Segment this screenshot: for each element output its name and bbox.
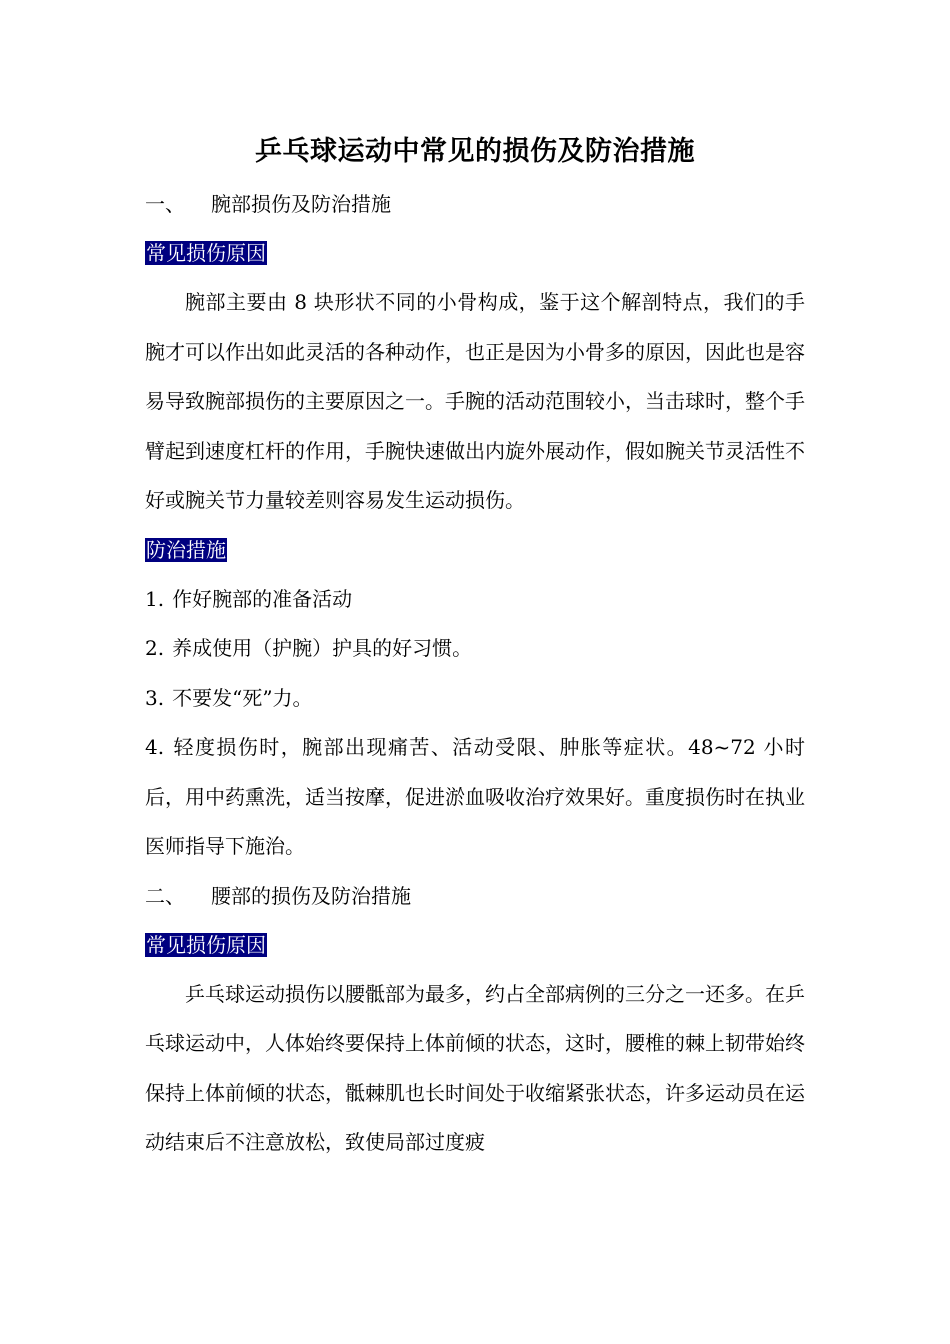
document-title: 乒乓球运动中常见的损伤及防治措施 (255, 136, 695, 167)
list-item-text: 养成使用（护腕）护具的好习惯。 (172, 636, 473, 660)
section-title: 腰部的损伤及防治措施 (211, 883, 411, 908)
section-number: 一、 (145, 192, 185, 216)
section-number: 二、 (145, 883, 185, 908)
cause-paragraph: 腕部主要由 8 块形状不同的小骨构成，鉴于这个解剖特点，我们的手腕才可以作出如此灵活的各种动作，也正是因为小骨多的原因，因此也是容易导致腕部损伤的主要原因之一。手腕的活动范围较小，当击球时，整个手臂起到速度杠杆的作用，手腕快速做出内旋外展动作，假如腕关节灵活性不好或腕关节力量较差则容易发生运动损伤。 (145, 290, 805, 512)
list-item-number: 3. (145, 685, 165, 710)
prevention-label-line (145, 526, 805, 575)
cause-label-line (145, 229, 805, 278)
document-page (145, 128, 805, 1168)
highlighted-label: 常见损伤原因 (146, 932, 266, 957)
list-item (145, 723, 805, 872)
list-item-text: 不要发“死”力。 (172, 685, 313, 710)
highlighted-label: 防治措施 (146, 537, 226, 562)
list-item (145, 674, 805, 724)
section-heading-wrist (145, 180, 805, 229)
section-heading-waist (145, 872, 805, 921)
highlighted-label: 常见损伤原因 (146, 241, 266, 265)
list-item-number: 4. (145, 735, 165, 759)
list-item-number: 2. (145, 636, 165, 660)
cause-label-line (145, 921, 805, 970)
list-item-number: 1. (145, 586, 165, 611)
cause-paragraph: 乒乓球运动损伤以腰骶部为最多，约占全部病例的三分之一还多。在乒乓球运动中，人体始终要保持上体前倾的状态，这时，腰椎的棘上韧带始终保持上体前倾的状态，骶棘肌也长时间处于收缩紧张状态，许多运动员在运动结束后不注意放松，致使局部过度疲 (145, 981, 805, 1154)
list-item (145, 575, 805, 625)
list-item-text: 轻度损伤时，腕部出现痛苦、活动受限、肿胀等症状。48~72 小时后，用中药熏洗，适当按摩，促进淤血吸收治疗效果好。重度损伤时在执业医师指导下施治。 (145, 735, 805, 858)
list-item-text: 作好腕部的准备活动 (172, 586, 353, 611)
list-item (145, 624, 805, 674)
section-title: 腕部损伤及防治措施 (211, 192, 391, 216)
